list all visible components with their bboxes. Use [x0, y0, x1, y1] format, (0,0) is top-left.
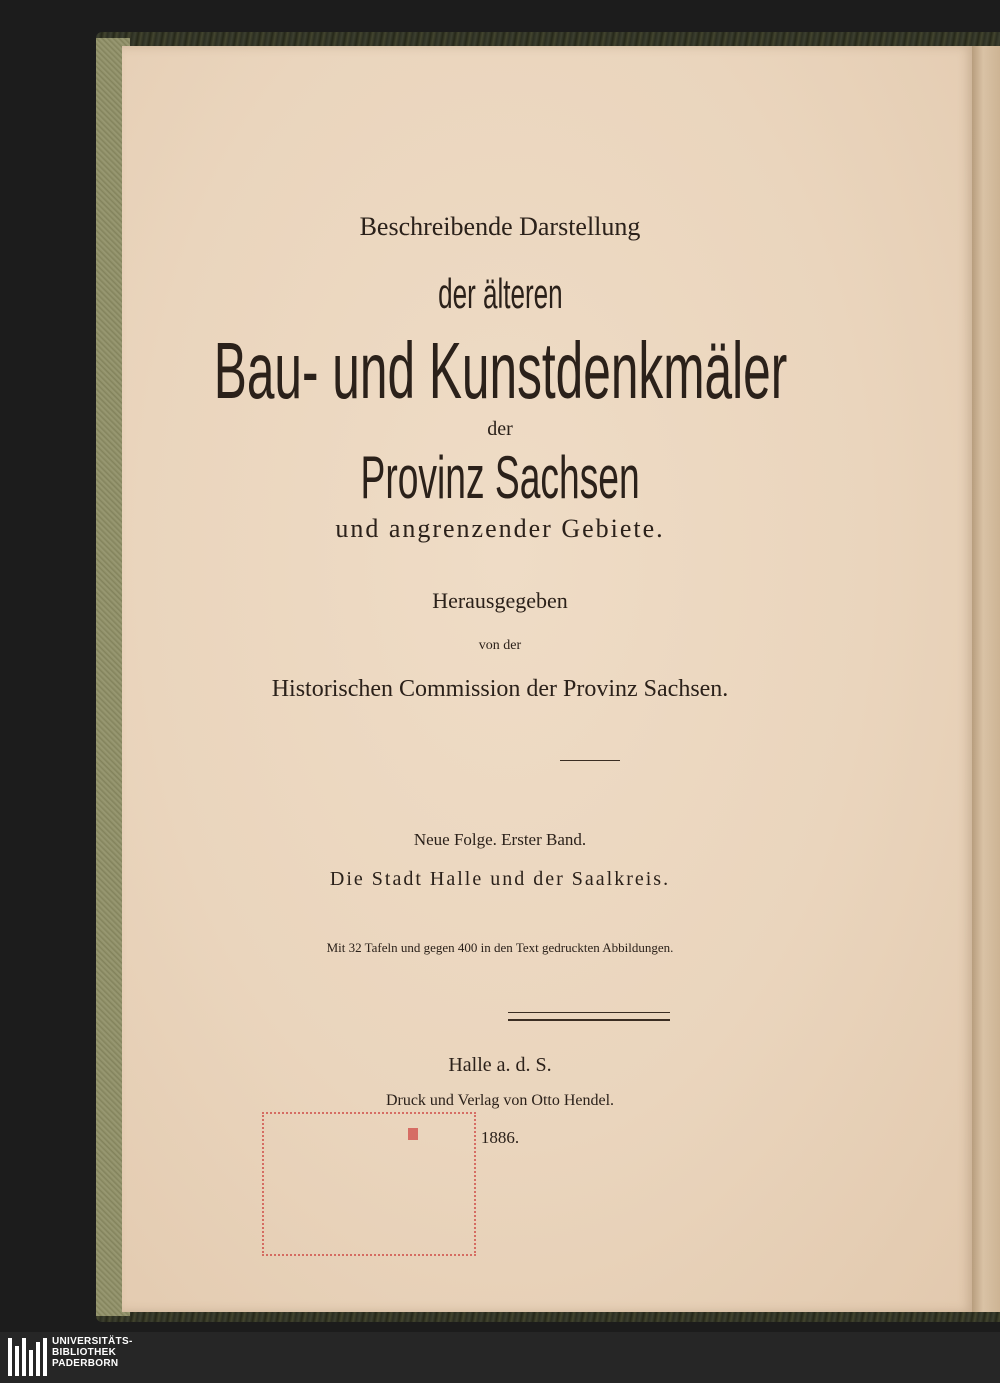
- title-line-2-wrap: [0, 270, 1000, 319]
- title-line-1: Beschreibende Darstellung: [359, 212, 641, 241]
- publication-year: 1886.: [480, 1128, 520, 1147]
- editor-label: Herausgegeben: [432, 588, 568, 613]
- illustrations-note: Mit 32 Tafeln und gegen 400 in den Text gedruckten Abbildungen.: [326, 940, 674, 955]
- logo-line-2: BIBLIOTHEK: [52, 1347, 117, 1358]
- library-logo-text: [52, 1336, 133, 1369]
- main-title: Bau- und Kunstdenkmäler: [213, 326, 787, 415]
- series-info: Neue Folge. Erster Band.: [413, 830, 587, 849]
- stamp-mark: [408, 1128, 418, 1140]
- province-title: Provinz Sachsen: [360, 444, 640, 511]
- logo-line-3: PADERBORN: [52, 1358, 119, 1369]
- double-rule: [508, 1012, 670, 1021]
- title-line-2: der älteren: [437, 270, 563, 317]
- volume-title: Die Stadt Halle und der Saalkreis.: [329, 868, 671, 890]
- publisher-info: Druck und Verlag von Otto Hendel.: [385, 1092, 615, 1109]
- title-line-6: und angrenzender Gebiete.: [335, 514, 665, 543]
- main-title-wrap: [0, 326, 1000, 417]
- divider-rule: [560, 760, 620, 761]
- by-label: von der: [478, 638, 522, 653]
- logo-line-1: UNIVERSITÄTS-: [52, 1336, 133, 1347]
- publication-place: Halle a. d. S.: [448, 1054, 552, 1076]
- title-line-4: der: [487, 418, 513, 440]
- province-title-wrap: [0, 444, 1000, 512]
- footer-bar: [0, 1332, 1000, 1383]
- library-stamp: [262, 1112, 476, 1256]
- commission-name: Historischen Commission der Provinz Sachsen.: [271, 676, 729, 702]
- library-logo-icon: [8, 1338, 48, 1376]
